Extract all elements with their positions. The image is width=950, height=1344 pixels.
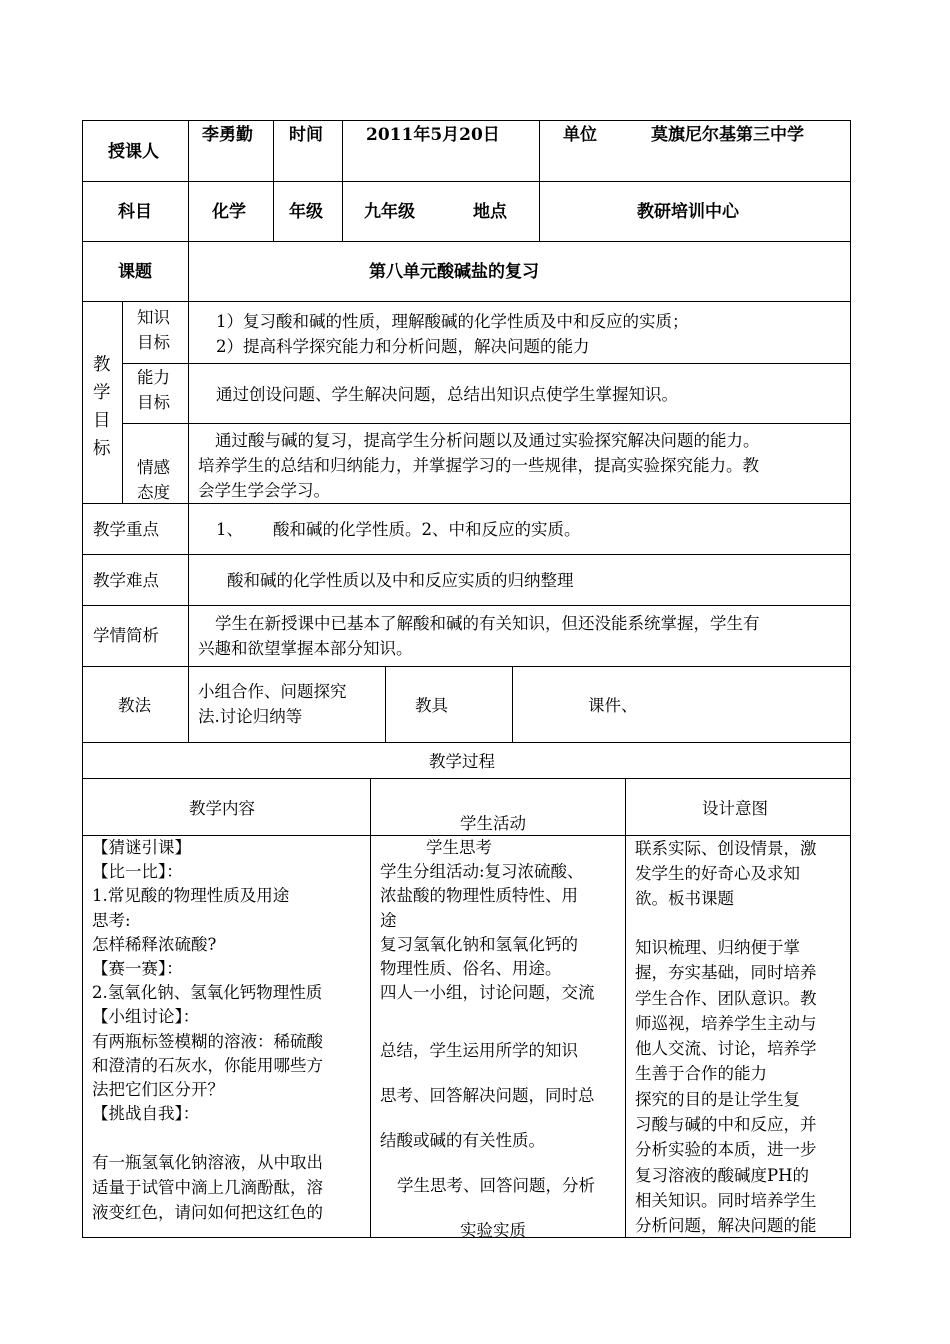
content-column: 【猜谜引课】 【比一比】： 1.常见酸的物理性质及用途 思考: 怎样稀释浓硫酸? 【赛一赛】： 2.氢氧化钠、氢氧化钙物理性质 【小组讨论】： 有两瓶标签模糊的溶液：稀硫酸 和澄清的石灰水，你能用哪些方 法把它们区分开？ 【挑战自我】： bbox=[92, 838, 323, 1124]
rule bbox=[82, 666, 851, 667]
tools-label: 教具 bbox=[415, 696, 448, 715]
method-label: 教法 bbox=[118, 696, 151, 715]
activity-column-continued: 总结，学生运用所学的知识 思考、回答解决问题，同时总 结酸或碱的有关性质。 学生思考、回答问题，分析 实验实质 bbox=[380, 1041, 595, 1240]
rule bbox=[342, 120, 343, 241]
topic-value: 第八单元酸碱盐的复习 bbox=[369, 262, 539, 282]
rule bbox=[850, 120, 851, 1238]
rule bbox=[625, 778, 626, 1238]
topic-label: 课题 bbox=[118, 262, 152, 282]
rule bbox=[82, 241, 851, 242]
time-label: 时间 bbox=[289, 125, 323, 145]
intent-column: 联系实际、创设情景，激 发学生的好奇心及求知 欲。板书课题 bbox=[635, 839, 817, 908]
rule bbox=[122, 301, 123, 503]
place-value: 教研培训中心 bbox=[637, 202, 739, 222]
knowledge-goal-label: 知识 目标 bbox=[137, 308, 170, 352]
time-value: 2011年5月20日 bbox=[366, 125, 500, 145]
unit-value: 莫旗尼尔基第三中学 bbox=[651, 125, 804, 145]
grade-label: 年级 bbox=[289, 202, 323, 222]
analysis-label: 学情简析 bbox=[93, 626, 159, 645]
rule bbox=[82, 742, 851, 743]
subject-label: 科目 bbox=[118, 202, 152, 222]
ability-goal-text: 通过创设问题、学生解决问题，总结出知识点使学生掌握知识。 bbox=[216, 385, 678, 404]
analysis-text: 学生在新授课中已基本了解酸和碱的有关知识，但还没能系统掌握，学生有 兴趣和欲望掌握本部分知识。 bbox=[198, 614, 760, 658]
goals-label: 教 学 目 标 bbox=[93, 355, 111, 459]
activity-header: 学生活动 bbox=[460, 814, 526, 833]
teacher-label: 授课人 bbox=[108, 142, 159, 162]
difficulty-text: 酸和碱的化学性质以及中和反应实质的归纳整理 bbox=[227, 571, 574, 590]
rule bbox=[82, 301, 851, 302]
method-text: 小组合作、问题探究 法.讨论归纳等 bbox=[198, 682, 347, 726]
focus-text: 酸和碱的化学性质。2、中和反应的实质。 bbox=[273, 520, 581, 539]
rule bbox=[82, 605, 851, 606]
ability-goal-label: 能力 目标 bbox=[137, 368, 170, 412]
rule bbox=[82, 778, 851, 779]
content-column-continued: 有一瓶氢氧化钠溶液，从中取出 适量于试管中滴上几滴酚酞，溶 液变红色，请问如何把这红色的 bbox=[92, 1153, 323, 1222]
rule bbox=[82, 120, 851, 121]
rule bbox=[82, 120, 83, 1238]
rule bbox=[385, 666, 386, 742]
rule bbox=[122, 363, 851, 364]
lesson-plan-table bbox=[82, 120, 851, 1238]
rule bbox=[188, 120, 189, 742]
subject-value: 化学 bbox=[212, 202, 246, 222]
rule bbox=[512, 666, 513, 742]
rule bbox=[539, 120, 540, 241]
emotion-goal-text: 通过酸与碱的复习，提高学生分析问题以及通过实验探究解决问题的能力。 培养学生的总结和归纳能力，并掌握学习的一些规律，提高实验探究能力。教 会学生学会学习。 bbox=[198, 431, 760, 500]
difficulty-label: 教学难点 bbox=[93, 571, 159, 590]
content-header: 教学内容 bbox=[189, 799, 255, 818]
rule bbox=[82, 554, 851, 555]
rule bbox=[273, 120, 274, 241]
tools-value: 课件、 bbox=[588, 696, 638, 715]
emotion-goal-label: 情感 态度 bbox=[137, 458, 170, 502]
teacher-name: 李勇勤 bbox=[202, 125, 253, 145]
activity-column: 学生思考 学生分组活动:复习浓硫酸、 浓盐酸的物理性质特性、用 途 复习氢氧化钠和氢氧化钙的 物理性质、俗名、用途。 四人一小组，讨论问题，交流 bbox=[380, 838, 595, 1003]
intent-header: 设计意图 bbox=[702, 799, 768, 818]
unit-label: 单位 bbox=[563, 125, 597, 145]
focus-label: 教学重点 bbox=[93, 520, 159, 539]
place-label: 地点 bbox=[473, 202, 507, 222]
knowledge-goal-text: 1）复习酸和碱的性质，理解酸碱的化学性质及中和反应的实质； 2）提高科学探究能力和分析问题，解决问题的能力 bbox=[216, 312, 689, 356]
grade-value: 九年级 bbox=[364, 202, 415, 222]
rule bbox=[82, 503, 851, 504]
intent-column-continued: 知识梳理、归纳便于掌 握，夯实基础，同时培养 学生合作、团队意识。教 师巡视，培养学生主动与 他人交流、讨论，培养学 生善于合作的能力 探究的目的是让学生复 习酸与碱的中和反应，并 分析实验的本质，进一步 复习溶液的酸碱度PH的 相关知识。同时培养学生 分析问题，解决问题的能 bbox=[635, 938, 817, 1236]
process-title: 教学过程 bbox=[429, 752, 495, 771]
focus-number: 1、 bbox=[216, 520, 243, 539]
rule bbox=[82, 181, 851, 182]
rule bbox=[122, 423, 851, 424]
rule bbox=[370, 778, 371, 1238]
